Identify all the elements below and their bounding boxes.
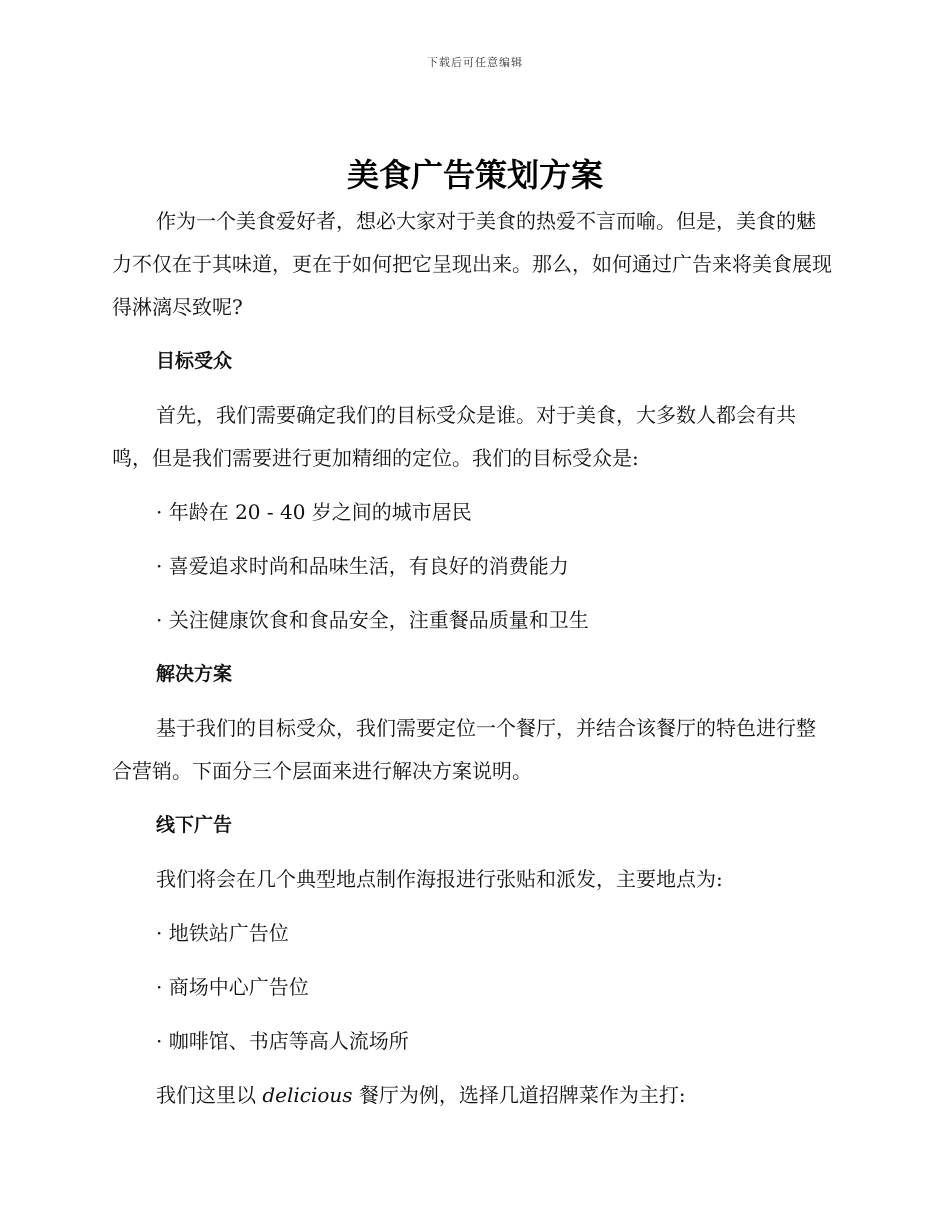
document-body xyxy=(112,200,832,1117)
intro-paragraph: 作为一个美食爱好者，想必大家对于美食的热爱不言而喻。但是，美食的魅力不仅在于其味道，更在于如何把它呈现出来。那么，如何通过广告来将美食展现得淋漓尽致呢? xyxy=(112,209,832,319)
audience-paragraph: 首先，我们需要确定我们的目标受众是谁。对于美食，大多数人都会有共鸣，但是我们需要进行更加精细的定位。我们的目标受众是: xyxy=(112,403,796,470)
section-heading-solution: 解决方案 xyxy=(156,663,233,685)
offline-paragraph: 我们将会在几个典型地点制作海报进行张贴和派发，主要地点为: xyxy=(156,867,723,891)
offline-item: · 咖啡馆、书店等高人流场所 xyxy=(156,1029,409,1053)
document-title: 美食广告策划方案 xyxy=(346,156,603,194)
audience-item: · 关注健康饮食和食品安全，注重餐品质量和卫生 xyxy=(156,608,589,632)
closing-prefix: 我们这里以 xyxy=(156,1083,263,1107)
restaurant-brand: delicious xyxy=(262,1083,353,1107)
section-heading-offline: 线下广告 xyxy=(156,814,233,836)
section-heading-audience: 目标受众 xyxy=(156,350,233,372)
header-note: 下载后可任意编辑 xyxy=(427,56,523,69)
offline-item: · 商场中心广告位 xyxy=(156,975,309,999)
offline-item: · 地铁站广告位 xyxy=(156,921,289,945)
audience-item: · 喜爱追求时尚和品味生活，有良好的消费能力 xyxy=(156,554,569,578)
closing-suffix: 餐厅为例，选择几道招牌菜作为主打: xyxy=(352,1083,686,1107)
audience-item: · 年龄在 20 - 40 岁之间的城市居民 xyxy=(156,500,472,524)
solution-paragraph: 基于我们的目标受众，我们需要定位一个餐厅，并结合该餐厅的特色进行整合营销。下面分三个层面来进行解决方案说明。 xyxy=(112,716,816,783)
closing-paragraph xyxy=(112,1074,832,1117)
